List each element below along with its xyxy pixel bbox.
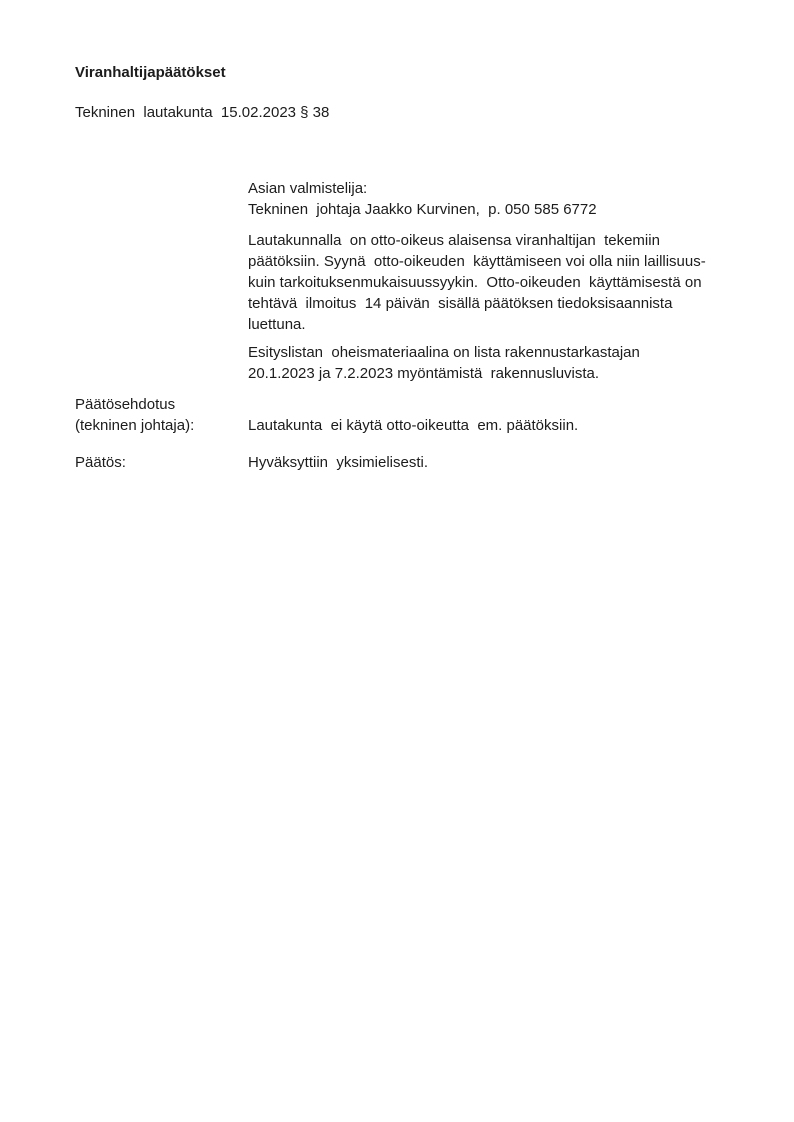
decision-proposal-label xyxy=(75,394,194,436)
paragraph-line: päätöksiin. Syynä otto-oikeuden käyttämiseen voi olla niin laillisuus- xyxy=(248,253,706,270)
paragraph-line: 20.1.2023 ja 7.2.2023 myöntämistä rakennusluvista. xyxy=(248,365,600,382)
meeting-header: Tekninen lautakunta 15.02.2023 § 38 xyxy=(75,104,330,121)
paragraph-line: Lautakunnalla on otto-oikeus alaisensa viranhaltijan tekemiin xyxy=(248,232,660,249)
paragraph-line: tehtävä ilmoitus 14 päivän sisällä päätöksen tiedoksisaannista xyxy=(248,295,673,312)
decision-proposal-label-line1: Päätösehdotus xyxy=(75,396,176,413)
otto-oikeus-paragraph xyxy=(248,230,706,335)
paragraph-line: kuin tarkoituksenmukaisuussyykin. Otto-oikeuden käyttämisestä on xyxy=(248,274,702,291)
decision-proposal-label-line2: (tekninen johtaja): xyxy=(75,417,195,434)
preparer-value: Tekninen johtaja Jaakko Kurvinen, p. 050 585 6772 xyxy=(248,201,597,218)
decision-proposal-text: Lautakunta ei käytä otto-oikeutta em. päätöksiin. xyxy=(248,417,579,434)
page-title: Viranhaltijapäätökset xyxy=(75,64,226,81)
preparer-label: Asian valmistelija: xyxy=(248,180,368,197)
preparer-block xyxy=(248,178,597,220)
attachment-paragraph xyxy=(248,342,640,384)
paragraph-line: Esityslistan oheismateriaalina on lista rakennustarkastajan xyxy=(248,344,640,361)
paragraph-line: luettuna. xyxy=(248,316,306,333)
decision-label: Päätös: xyxy=(75,454,126,471)
decision-text: Hyväksyttiin yksimielisesti. xyxy=(248,454,429,471)
